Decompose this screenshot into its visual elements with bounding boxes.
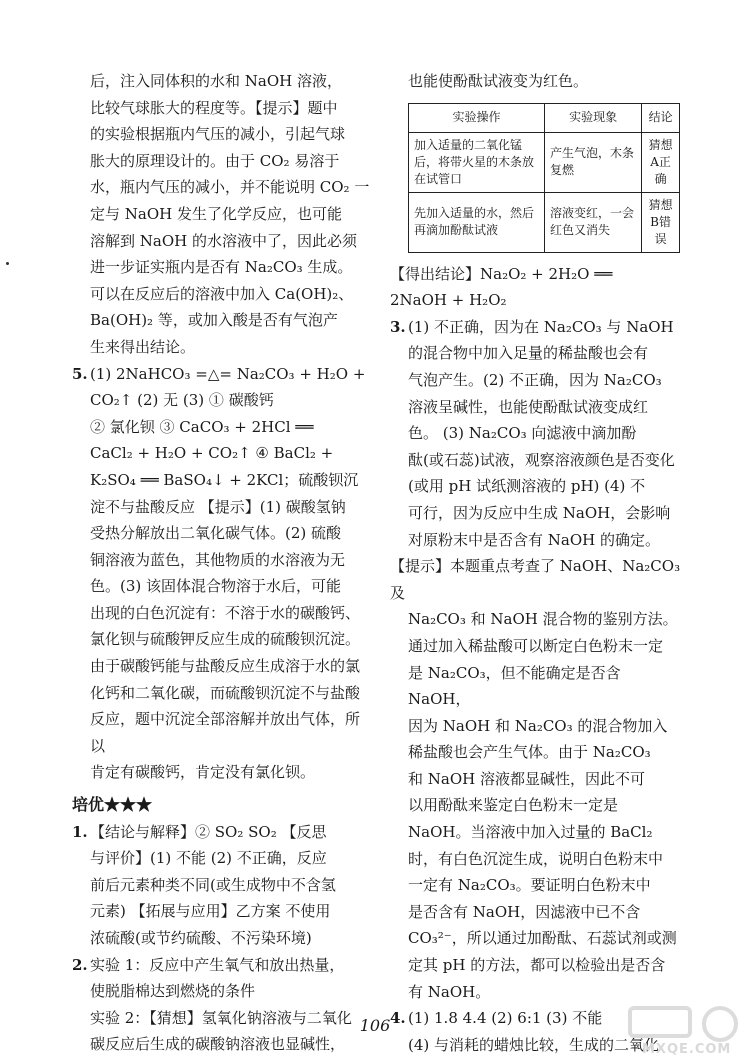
table-row bbox=[409, 132, 680, 192]
question-number: 4. bbox=[390, 1009, 406, 1028]
answer-2 bbox=[72, 952, 374, 1058]
table-header-row bbox=[409, 103, 680, 132]
text-line: 出现的白色沉淀有：不溶于水的碳酸钙、 bbox=[90, 603, 361, 622]
question-number: 3. bbox=[390, 317, 406, 336]
conclusion bbox=[390, 261, 686, 314]
text-line: 气泡产生。(2) 不正确，因为 Na₂CO₃ bbox=[408, 370, 662, 389]
text-line: 对原粉末中是否含有 NaOH 的确定。 bbox=[408, 530, 660, 549]
text-line: Ba(OH)₂ 等，或加入酸是否有气泡产 bbox=[90, 311, 338, 330]
text-line: 铜溶液为蓝色，其他物质的水溶液为无 bbox=[90, 550, 346, 569]
text-line: 实验 1：反应中产生氧气和放出热量， bbox=[90, 955, 345, 974]
text-line: 时，有白色沉淀生成，说明白色粉末中 bbox=[408, 849, 664, 868]
text-line: 比较气球胀大的程度等。【提示】题中 bbox=[90, 98, 338, 117]
text-line: K₂SO₄ ══ BaSO₄↓ + 2KCl；硫酸钡沉 bbox=[90, 470, 359, 489]
text-line: 进一步证实瓶内是否有 Na₂CO₃ 生成。 bbox=[90, 258, 353, 277]
text-line: CaCl₂ + H₂O + CO₂↑ ④ BaCl₂ + bbox=[90, 444, 334, 463]
text-line: 色。(3) 该固体混合物溶于水后，可能 bbox=[90, 577, 342, 596]
table-cell: 先加入适量的水，然后再滴加酚酞试液 bbox=[409, 192, 545, 252]
text-line: 可以在反应后的溶液中加入 Ca(OH)₂、 bbox=[90, 284, 354, 303]
text-line: 可行，因为反应中生成 NaOH，会影响 bbox=[408, 503, 671, 522]
question-number: 5. bbox=[72, 364, 88, 383]
text-line: 定与 NaOH 发生了化学反应，也可能 bbox=[90, 204, 342, 223]
text-line: 溶液呈碱性，也能使酚酞试液变成红 bbox=[408, 397, 649, 416]
text-line: (1) 不正确，因为在 Na₂CO₃ 与 NaOH bbox=[408, 317, 674, 336]
text-line: 肯定有碳酸钙，肯定没有氯化钡。 bbox=[90, 763, 316, 782]
text-line: 有 NaOH。 bbox=[408, 982, 491, 1001]
text-line: 【提示】本题重点考查了 NaOH、Na₂CO₃ 及 bbox=[390, 557, 681, 602]
left-intro-paragraph bbox=[72, 68, 374, 361]
text-line: 实验 2：【猜想】氢氧化钠溶液与二氧化 bbox=[90, 1008, 352, 1027]
table-cell: 溶液变红，一会红色又消失 bbox=[545, 192, 642, 252]
text-line: NaOH。当溶液中加入过量的 BaCl₂ bbox=[408, 823, 653, 842]
text-line: 前后元素种类不同(或生成物中不含氢 bbox=[90, 875, 336, 894]
text-line: 和 NaOH 溶液都显碱性，因此不可 bbox=[408, 769, 645, 788]
table-cell: 产生气泡，木条复燃 bbox=[545, 132, 642, 192]
text-line: 是 Na₂CO₃，但不能确定是否含 NaOH， bbox=[408, 663, 621, 709]
text-line: 定其 pH 的方法，都可以检验出是否含 bbox=[408, 956, 666, 975]
text-line: (1) 2NaHCO₃ =△= Na₂CO₃ + H₂O + bbox=[90, 364, 366, 383]
text-line: 化钙和二氧化碳，而硫酸钡沉淀不与盐酸 bbox=[90, 683, 361, 702]
text-line: 氯化钡与硫酸钾反应生成的硫酸钡沉淀。 bbox=[90, 630, 361, 649]
stray-mark bbox=[6, 262, 9, 265]
text-line: 【结论与解释】② SO₂ SO₂ 【反思 bbox=[90, 822, 327, 841]
question-number: 1. bbox=[72, 822, 88, 841]
text-line: 溶解到 NaOH 的水溶液中了，因此必须 bbox=[90, 231, 357, 250]
text-line: 元素) 【拓展与应用】乙方案 不使用 bbox=[90, 902, 331, 921]
answer-3 bbox=[390, 314, 686, 1005]
watermark-logo bbox=[602, 1002, 742, 1060]
table-cell: 猜想B错误 bbox=[642, 192, 680, 252]
text-line: 的实验根据瓶内气压的减小，引起气球 bbox=[90, 125, 346, 144]
column-header: 结论 bbox=[642, 103, 680, 132]
column-header: 实验操作 bbox=[409, 103, 545, 132]
text-line: CO₂↑ (2) 无 (3) ① 碳酸钙 bbox=[90, 391, 274, 410]
text-line: 稀盐酸也会产生气体。由于 Na₂CO₃ bbox=[408, 743, 651, 762]
text-line: 浓硫酸(或节约硫酸、不污染环境) bbox=[90, 929, 312, 947]
text-line: 由于碳酸钙能与盐酸反应生成溶于水的氯 bbox=[90, 657, 361, 676]
answer-1 bbox=[72, 819, 374, 952]
text-line: (1) 1.8 4.4 (2) 6:1 (3) 不能 bbox=[408, 1009, 603, 1028]
text-line: 因为 NaOH 和 Na₂CO₃ 的混合物加入 bbox=[408, 716, 668, 735]
text-line: 的混合物中加入足量的稀盐酸也会有 bbox=[408, 344, 649, 363]
text-line: 色。 (3) Na₂CO₃ 向滤液中滴加酚 bbox=[408, 424, 637, 443]
text-line: 碳反应后生成的碳酸钠溶液也显碱性， bbox=[90, 1035, 346, 1054]
text-line: 是否含有 NaOH，因滤液中已不含 bbox=[408, 902, 641, 921]
text-line: ② 氯化钡 ③ CaCO₃ + 2HCl ══ bbox=[90, 417, 314, 436]
watermark-text: MXQE.COM bbox=[642, 1042, 732, 1057]
left-column bbox=[72, 68, 374, 1058]
text-line: 胀大的原理设计的。由于 CO₂ 易溶于 bbox=[90, 151, 340, 170]
text-line: 【得出结论】Na₂O₂ + 2H₂O ══ bbox=[390, 264, 613, 283]
answer-5 bbox=[72, 361, 374, 787]
text-line: 酞(或石蕊)试液，观察溶液颜色是否变化 bbox=[408, 450, 675, 469]
text-line: 与评价】(1) 不能 (2) 不正确，反应 bbox=[90, 849, 327, 868]
text-line: 生来得出结论。 bbox=[90, 337, 196, 356]
text-line: Na₂CO₃ 和 NaOH 混合物的鉴别方法。 bbox=[408, 610, 678, 629]
table-cell: 猜想A正确 bbox=[642, 132, 680, 192]
experiment-table bbox=[408, 103, 680, 253]
text-line: 也能使酚酞试液变为红色。 bbox=[408, 72, 589, 90]
text-line: 通过加入稀盐酸可以断定白色粉末一定 bbox=[408, 636, 664, 655]
text-line: 反应，题中沉淀全部溶解并放出气体，所以 bbox=[90, 710, 361, 755]
text-line: 受热分解放出二氧化碳气体。(2) 硫酸 bbox=[90, 524, 342, 543]
text-line: 水，瓶内气压的减小，并不能说明 CO₂ 一 bbox=[90, 178, 370, 197]
right-column bbox=[390, 68, 686, 1058]
text-line: (4) 与消耗的蜡烛比较，生成的二氧化 bbox=[408, 1035, 660, 1054]
text-line: 后，注入同体积的水和 NaOH 溶液， bbox=[90, 72, 342, 90]
text-line: 以用酚酞来鉴定白色粉末一定是 bbox=[408, 796, 619, 815]
section-heading: 培优★★★ bbox=[72, 795, 153, 815]
text-line: 使脱脂棉达到燃烧的条件 bbox=[90, 982, 256, 1001]
table-cell: 加入适量的二氧化锰后，将带火星的木条放在试管口 bbox=[409, 132, 545, 192]
text-line: 一定有 Na₂CO₃。要证明白色粉末中 bbox=[408, 876, 651, 895]
text-line: 2NaOH + H₂O₂ bbox=[390, 291, 507, 310]
text-line: CO₃²⁻，所以通过加酚酞、石蕊试剂或测 bbox=[408, 929, 677, 948]
table-row bbox=[409, 192, 680, 252]
column-header: 实验现象 bbox=[545, 103, 642, 132]
text-line: (或用 pH 试纸测溶液的 pH) (4) 不 bbox=[408, 477, 646, 496]
page-number: 106 bbox=[359, 1016, 391, 1035]
text-line: 淀不与盐酸反应 【提示】(1) 碳酸氢钠 bbox=[90, 497, 346, 516]
question-number: 2. bbox=[72, 955, 88, 974]
